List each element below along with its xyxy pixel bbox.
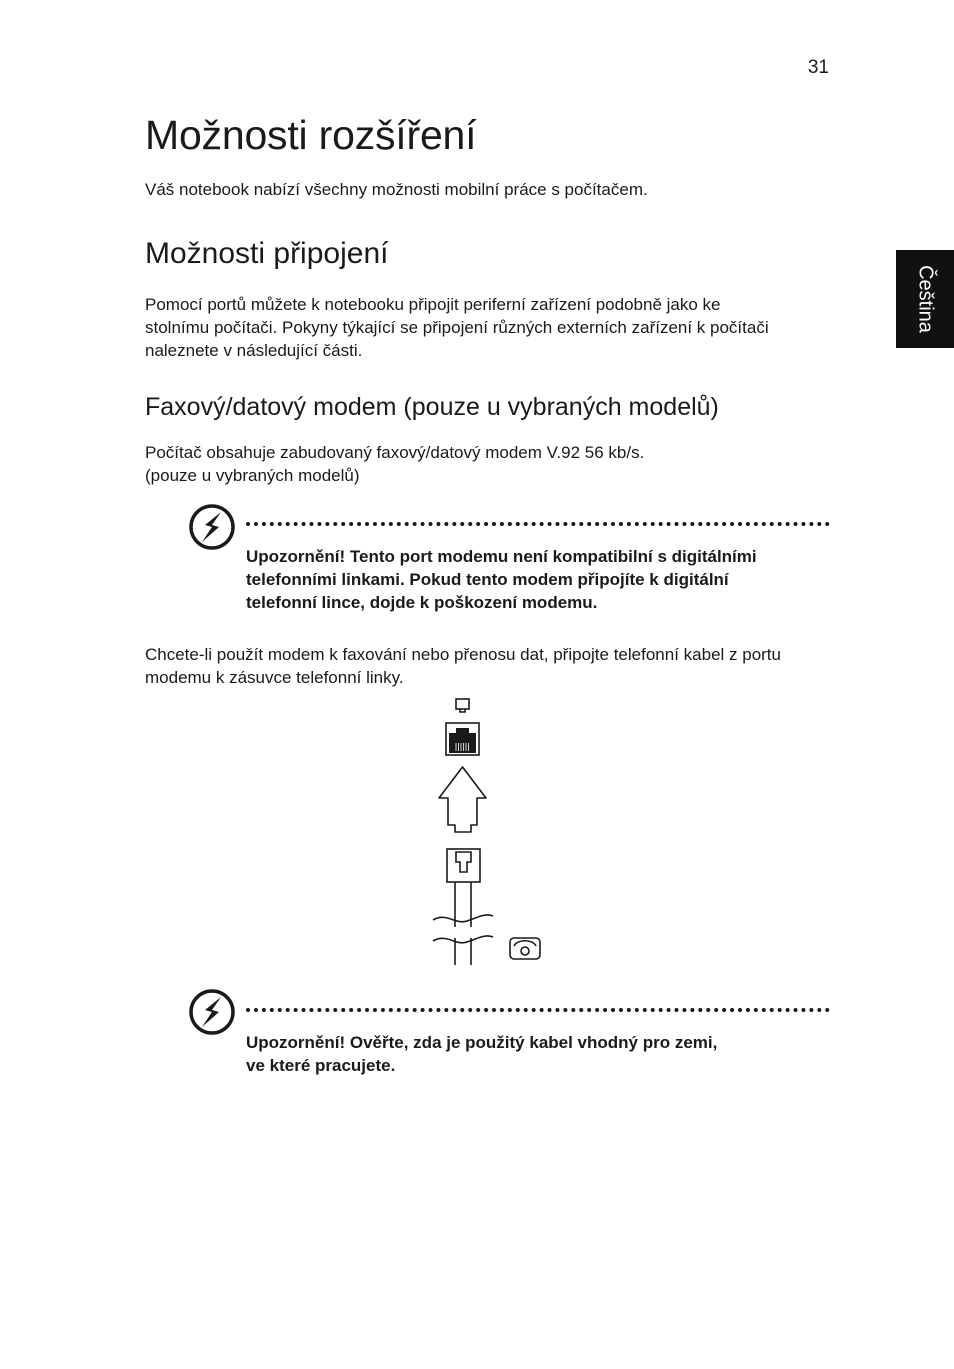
connectivity-heading: Možnosti připojení: [145, 237, 389, 270]
text-line: stolnímu počítači. Pokyny týkající se připojení různých externích zařízení k počítači: [145, 318, 769, 337]
text-line: modemu k zásuvce telefonní linky.: [145, 668, 404, 687]
text-line: Upozornění! Ověřte, zda je použitý kabel vhodný pro zemi,: [246, 1033, 718, 1052]
text-line: Počítač obsahuje zabudovaný faxový/datový modem V.92 56 kb/s.: [145, 443, 645, 462]
warning-text: [246, 1031, 836, 1077]
rj11-plug-icon: [433, 849, 493, 965]
warning-divider: [246, 1008, 830, 1012]
text-line: (pouze u vybraných modelů): [145, 466, 360, 485]
telephone-icon: [510, 938, 540, 959]
modem-connection-diagram: [425, 695, 550, 970]
port-symbol-icon: [456, 699, 469, 712]
text-line: Pomocí portů můžete k notebooku připojit periferní zařízení podobně jako ke: [145, 295, 721, 314]
warning-divider: [246, 522, 830, 526]
rj11-port-icon: [446, 723, 479, 755]
warning-text: [246, 545, 836, 614]
page-number: 31: [807, 57, 829, 78]
up-arrow-icon: [439, 767, 486, 832]
modem-heading: Faxový/datový modem (pouze u vybraných modelů): [145, 393, 719, 421]
text-line: ve které pracujete.: [246, 1056, 396, 1075]
page-title: Možnosti rozšíření: [145, 112, 477, 158]
instructions-paragraph: [145, 643, 835, 689]
text-line: Upozornění! Tento port modemu není kompatibilní s digitálními: [246, 547, 757, 566]
text-line: Chcete-li použít modem k faxování nebo přenosu dat, připojte telefonní kabel z portu: [145, 645, 781, 664]
text-line: naleznete v následující části.: [145, 341, 363, 360]
warning-lightning-icon: [188, 503, 236, 551]
intro-text: Váš notebook nabízí všechny možnosti mobilní práce s počítačem.: [145, 180, 648, 199]
modem-paragraph: [145, 441, 835, 487]
language-tab: [896, 250, 954, 348]
connectivity-paragraph: [145, 293, 835, 362]
text-line: telefonními linkami. Pokud tento modem připojíte k digitální: [246, 570, 729, 589]
warning-lightning-icon: [188, 988, 236, 1036]
language-tab-label: Čeština: [914, 265, 937, 333]
text-line: telefonní lince, dojde k poškození modemu.: [246, 593, 598, 612]
